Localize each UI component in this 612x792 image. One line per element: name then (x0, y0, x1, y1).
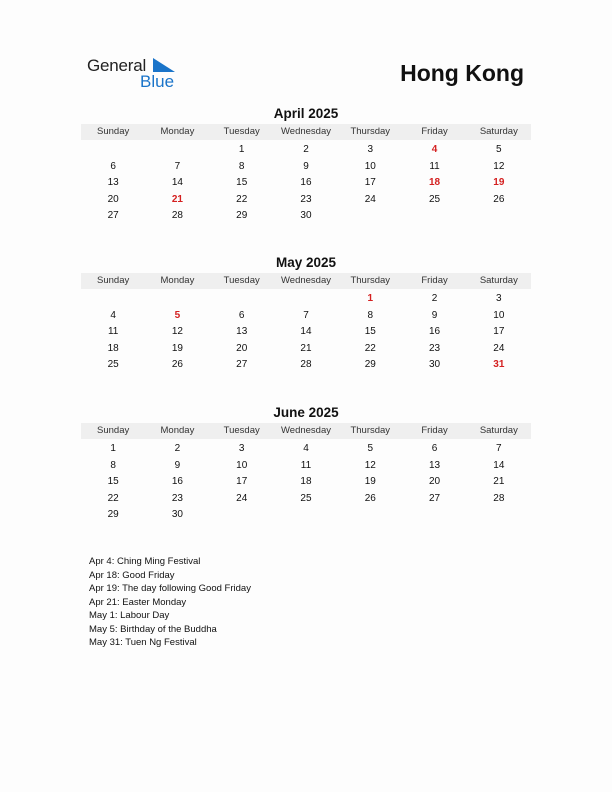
day-cell: 8 (110, 459, 116, 471)
holiday-note: May 31: Tuen Ng Festival (89, 637, 197, 648)
day-cell: 29 (236, 210, 248, 222)
day-cell: 11 (107, 326, 119, 338)
holiday-day-cell: 21 (171, 193, 183, 205)
day-cell: 15 (364, 326, 376, 338)
day-cell: 13 (428, 459, 441, 471)
holiday-note: Apr 4: Ching Ming Festival (89, 556, 201, 567)
day-cell: 9 (174, 459, 181, 471)
day-cell: 24 (364, 193, 376, 205)
empty-day-cell (274, 507, 338, 524)
day-cell: 26 (493, 193, 505, 205)
day-cell: 17 (236, 476, 248, 488)
day-cell: 25 (107, 359, 119, 371)
weekday-label: Sunday (97, 275, 130, 286)
empty-day-cell (210, 291, 274, 308)
month-title: May 2025 (275, 255, 337, 270)
week-row (81, 192, 531, 209)
week-row (81, 159, 531, 176)
day-cell: 9 (303, 160, 309, 172)
day-cell: 10 (236, 459, 248, 471)
day-cell: 14 (171, 177, 183, 189)
day-cell: 3 (496, 293, 502, 304)
week-row (81, 175, 531, 192)
day-cell: 3 (238, 443, 245, 454)
weekday-label: Tuesday (223, 275, 260, 286)
day-cell: 28 (493, 492, 505, 504)
week-row (81, 441, 531, 458)
day-cell: 11 (429, 160, 440, 172)
day-cell: 30 (300, 210, 312, 222)
empty-day-cell (402, 208, 466, 225)
day-cell: 12 (364, 459, 376, 471)
holiday-notes (89, 555, 251, 650)
day-cell: 4 (110, 309, 116, 321)
day-cell: 15 (107, 476, 119, 488)
day-cell: 22 (364, 342, 376, 354)
empty-day-cell (338, 208, 402, 225)
empty-day-cell (467, 507, 531, 524)
day-cell: 13 (236, 326, 248, 338)
week-row (81, 507, 531, 524)
day-cell: 26 (171, 359, 183, 371)
day-cell: 27 (428, 492, 441, 504)
day-cell: 10 (493, 309, 505, 321)
day-cell: 18 (300, 476, 312, 488)
day-cell: 1 (238, 144, 245, 155)
weekday-label: Saturday (479, 126, 518, 137)
day-cell: 14 (300, 326, 312, 338)
day-cell: 15 (236, 177, 248, 189)
day-cell: 22 (107, 492, 119, 504)
day-cell: 27 (107, 210, 119, 222)
day-cell: 7 (496, 443, 502, 454)
weekday-label: Sunday (97, 425, 130, 436)
holiday-day-cell: 18 (428, 177, 441, 189)
weekday-label: Friday (421, 425, 448, 436)
day-cell: 25 (300, 492, 312, 504)
empty-day-cell (402, 507, 466, 524)
weekday-label: Wednesday (280, 425, 331, 436)
day-cell: 29 (107, 509, 119, 521)
week-row (81, 357, 531, 374)
logo-triangle-icon (153, 58, 175, 72)
day-cell: 16 (300, 177, 312, 189)
day-cell: 23 (300, 193, 312, 205)
day-cell: 28 (171, 210, 183, 222)
day-cell: 7 (174, 160, 181, 172)
month-calendar (81, 255, 531, 374)
day-cell: 5 (367, 443, 374, 454)
day-cell: 17 (364, 177, 376, 189)
day-cell: 21 (493, 476, 505, 488)
day-cell: 19 (171, 342, 183, 354)
empty-day-cell (145, 291, 209, 308)
month-calendar (81, 106, 531, 225)
day-cell: 16 (171, 476, 183, 488)
empty-day-cell (81, 142, 145, 159)
day-cell: 3 (367, 144, 374, 155)
day-cell: 20 (107, 193, 119, 205)
day-cell: 30 (428, 359, 441, 371)
day-cell: 4 (303, 443, 309, 454)
day-cell: 14 (493, 459, 505, 471)
weekday-label: Tuesday (223, 425, 260, 436)
day-cell: 12 (171, 326, 183, 338)
day-cell: 27 (236, 359, 248, 371)
day-cell: 30 (171, 509, 183, 521)
weekday-label: Wednesday (280, 126, 331, 137)
brand-logo (87, 56, 187, 92)
country-title: Hong Kong (400, 60, 524, 86)
day-cell: 13 (107, 177, 119, 189)
holiday-note: May 1: Labour Day (89, 610, 170, 621)
day-cell: 6 (431, 443, 438, 454)
month-title: June 2025 (273, 405, 339, 420)
weekday-label: Monday (160, 126, 195, 137)
holiday-note: May 5: Birthday of the Buddha (89, 623, 217, 635)
day-cell: 12 (493, 160, 505, 172)
week-row (81, 142, 531, 159)
day-cell: 9 (431, 309, 438, 321)
empty-day-cell (274, 291, 338, 308)
holiday-note: Apr 21: Easter Monday (89, 596, 187, 608)
holiday-day-cell: 1 (367, 293, 374, 304)
weekday-label: Thursday (350, 126, 391, 137)
day-cell: 6 (110, 160, 116, 172)
day-cell: 18 (107, 342, 119, 354)
day-cell: 1 (110, 443, 116, 454)
holiday-day-cell: 19 (493, 177, 505, 189)
day-cell: 24 (493, 342, 505, 354)
day-cell: 8 (367, 309, 374, 321)
day-cell: 23 (171, 492, 183, 504)
day-cell: 20 (236, 342, 248, 354)
empty-day-cell (145, 142, 209, 159)
weekday-label: Saturday (479, 425, 518, 436)
day-cell: 7 (303, 309, 309, 321)
weekday-header-row (81, 273, 531, 289)
week-row (81, 308, 531, 325)
week-row (81, 291, 531, 308)
holiday-note: Apr 18: Good Friday (89, 569, 175, 581)
brand-word-blue: Blue (140, 72, 175, 91)
day-cell: 29 (364, 359, 376, 371)
day-cell: 2 (431, 293, 438, 304)
weekday-label: Wednesday (280, 275, 331, 286)
weekday-label: Friday (421, 275, 448, 286)
week-row (81, 324, 531, 341)
day-cell: 2 (303, 144, 309, 155)
day-cell: 2 (174, 443, 181, 454)
day-cell: 23 (428, 342, 441, 354)
month-calendar (81, 405, 531, 524)
day-cell: 8 (238, 160, 245, 172)
empty-day-cell (467, 208, 531, 225)
day-cell: 24 (236, 492, 248, 504)
empty-day-cell (81, 291, 145, 308)
day-cell: 17 (493, 326, 505, 338)
month-title: April 2025 (273, 106, 339, 121)
holiday-day-cell: 31 (493, 359, 505, 371)
day-cell: 10 (364, 160, 376, 172)
weekday-label: Sunday (97, 126, 130, 137)
week-row (81, 208, 531, 225)
weekday-header-row (81, 423, 531, 439)
weekday-label: Thursday (350, 275, 391, 286)
weekday-label: Thursday (350, 425, 391, 436)
day-cell: 28 (300, 359, 312, 371)
day-cell: 20 (428, 476, 441, 488)
weekday-label: Monday (160, 275, 195, 286)
weekday-label: Tuesday (223, 126, 260, 137)
week-row (81, 458, 531, 475)
week-row (81, 474, 531, 491)
weekday-label: Saturday (479, 275, 518, 286)
day-cell: 21 (300, 342, 312, 354)
day-cell: 5 (496, 144, 502, 155)
empty-day-cell (338, 507, 402, 524)
brand-word-general: General (87, 56, 147, 75)
holiday-day-cell: 4 (431, 144, 438, 155)
holiday-day-cell: 5 (174, 309, 181, 321)
day-cell: 11 (300, 459, 312, 471)
holiday-note: Apr 19: The day following Good Friday (89, 583, 251, 594)
weekday-header-row (81, 124, 531, 140)
empty-day-cell (210, 507, 274, 524)
weekday-label: Monday (160, 425, 195, 436)
day-cell: 6 (238, 309, 245, 321)
week-row (81, 341, 531, 358)
weekday-label: Friday (421, 126, 448, 137)
day-cell: 22 (236, 193, 248, 205)
day-cell: 19 (364, 476, 376, 488)
week-row (81, 491, 531, 508)
day-cell: 26 (364, 492, 376, 504)
day-cell: 25 (428, 193, 441, 205)
day-cell: 16 (428, 326, 441, 338)
